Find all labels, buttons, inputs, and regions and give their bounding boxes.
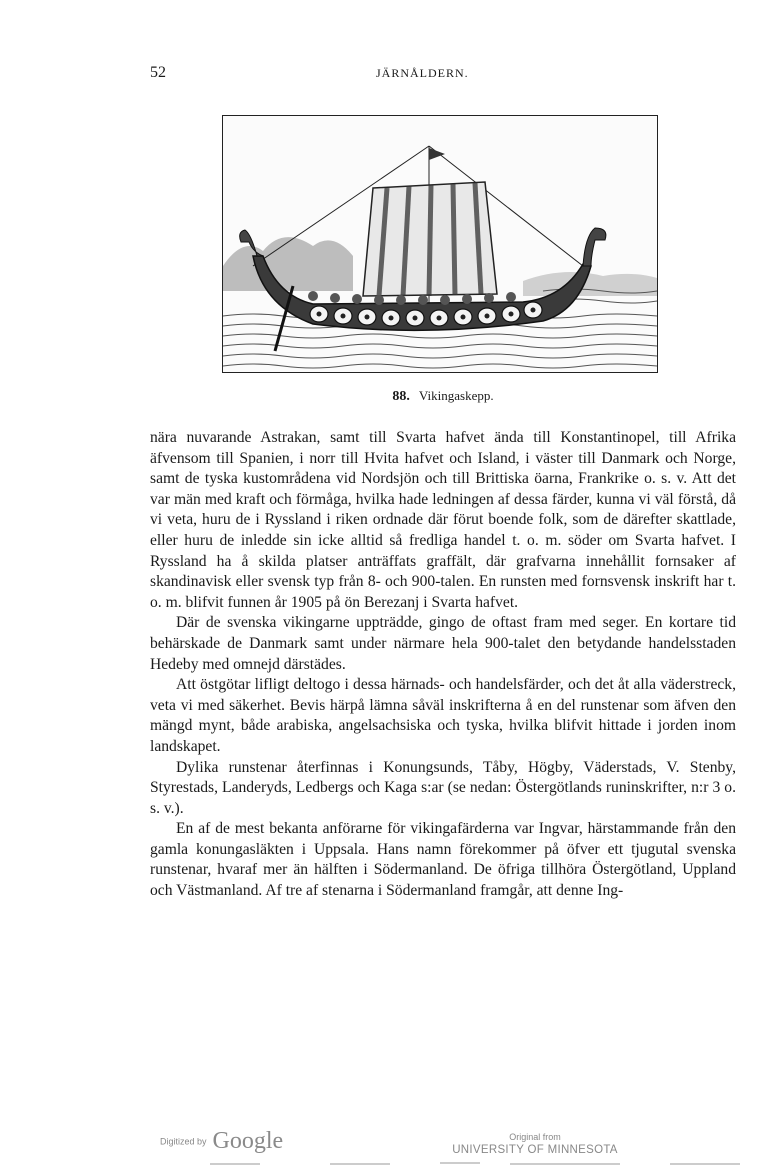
body-text [150, 428, 736, 902]
figure-caption-text: Vikingaskepp. [418, 388, 494, 403]
paragraph-4: Dylika runstenar återfinnas i Konungsunds, Tåby, Högby, Väderstads, V. Stenby, Styrestads, Landeryds, Ledbergs och Kaga s:ar (se nedan: Östergötlands runinskrifter, n:r 3 o. s. v.). [150, 758, 736, 817]
bottom-edge-lines [150, 1160, 750, 1168]
paragraph-3: Att östgötar lifligt deltogo i dessa härnads- och handelsfärder, och det åt alla väderstreck, veta vi med säkerhet. Bevis härpå lämna såväl inskrifterna å en del runstenar som äfven den mängd mynt, både arabiska, angelsachsiska och tyska, hvilka blifvit hittade i jorden inom landskapet. [150, 676, 736, 755]
figure-number: 88. [392, 389, 410, 404]
university-label: UNIVERSITY OF MINNESOTA [452, 1144, 618, 1156]
paragraph-5: En af de mest bekanta anförarne för vikingafärderna var Ingvar, härstammande från den gamla konungasläkten i Uppsala. Hans namn förekommer på öfver ett tjugutal svenska runstenar, hvaraf mer än hälften i Södermanland. De öfriga tillhöra Östergötland, Uppland och Västmanland. Af tre af stenarna i Södermanland framgår, att denne Ing- [150, 820, 736, 900]
page-number: 52 [150, 64, 166, 81]
digitized-by-label: Digitized by [160, 1136, 207, 1147]
viking-ship-icon [223, 116, 657, 372]
page-header [150, 64, 760, 84]
paragraph-2: Där de svenska vikingarne uppträdde, gingo de oftast fram med seger. En kortare tid behärskade de Danmark samt under närmare hela 900-talet den betydande handelsstaden Hedeby med omnejd därstädes. [150, 614, 736, 673]
original-from-label: Original from [509, 1132, 561, 1142]
viking-ship-illustration [222, 115, 658, 373]
running-title: JÄRNÅLDERN. [376, 66, 469, 80]
google-logo: Google [212, 1128, 284, 1154]
paragraph-1: nära nuvarande Astrakan, samt till Svarta hafvet ända till Konstantinopel, till Afrika äfvensom till Spanien, i norr till Hvita hafvet och Island, i väster till Danmark och Norge, samt de tyska kustområdena vid Nordsjön och till Brittiska öarna, Frankrike o. s. v. Att det var män med kraft och förmåga, hvilka hade ledningen af dessa färder, kunna vi väl förstå, då vi veta, huru de i Ryssland i riken ordnade där förut boende folk, som de därefter skattlade, eller huru de inledde sin icke alltid så fredliga handel t. o. m. söder om Svarta hafvet. I Ryssland ha å skilda platser anträffats graffält, där grafvarna innehållit fornsaker af skandinavisk eller svensk typ från 8- och 900-talen. En runsten med fornsvensk inskrift har t. o. m. blifvit funnen år 1905 på ön Berezanj i Svarta hafvet. [150, 429, 736, 611]
digitized-by-watermark [160, 1128, 283, 1155]
original-from-watermark [440, 1132, 630, 1157]
figure-caption [150, 388, 736, 405]
